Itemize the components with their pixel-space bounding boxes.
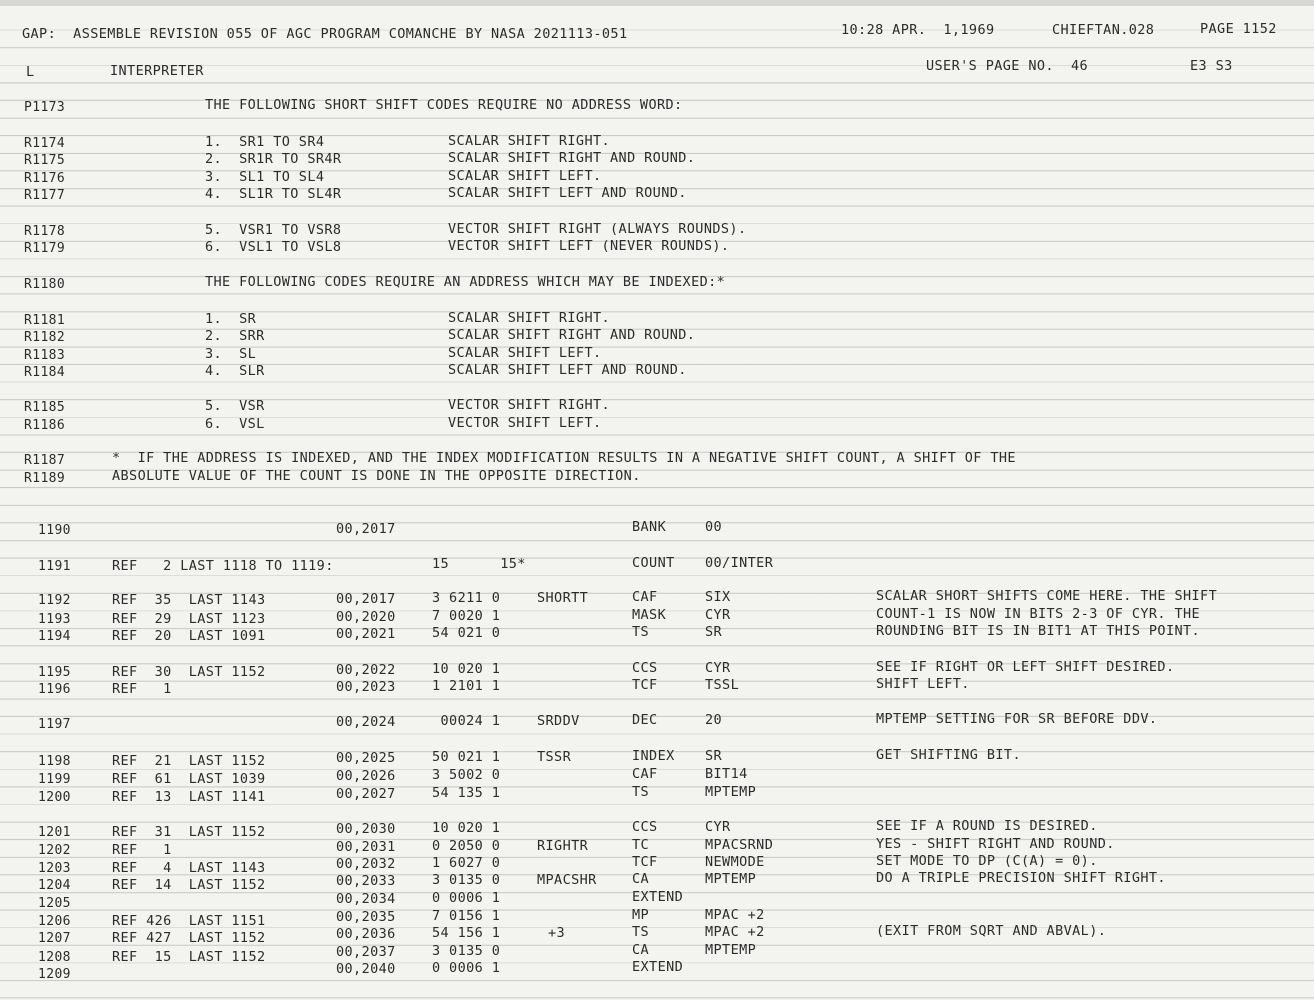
code-opcode: TCF	[632, 677, 658, 693]
code-operand: MPAC +2	[705, 924, 765, 940]
code-operand: 20	[705, 712, 723, 728]
code-comment: SCALAR SHORT SHIFTS COME HERE. THE SHIFT	[876, 588, 1218, 604]
comment-text: VECTOR SHIFT RIGHT (ALWAYS ROUNDS).	[448, 221, 747, 237]
code-address: 00,2034	[336, 891, 396, 907]
comment-text: SCALAR SHIFT RIGHT.	[448, 310, 611, 326]
code-comment: DO A TRIPLE PRECISION SHIFT RIGHT.	[876, 870, 1166, 886]
comment-code-column: 3. SL	[205, 346, 257, 362]
code-reference: REF 21 LAST 1152	[112, 752, 266, 769]
code-address: 00,2033	[336, 873, 396, 889]
code-line-number: 1196	[38, 682, 71, 698]
code-operand: CYR	[705, 819, 731, 835]
code-opcode: EXTEND	[632, 889, 684, 905]
code-opcode: TCF	[632, 854, 658, 870]
code-octal-word: 50 021 1	[432, 749, 501, 765]
code-address: 00,2017	[336, 591, 396, 607]
comment-line-number: R1179	[24, 241, 66, 256]
code-reference: REF 61 LAST 1039	[112, 770, 266, 787]
code-octal-word: 10 020 1	[432, 820, 501, 836]
code-line-number: 1206	[38, 914, 71, 930]
comment-text: VECTOR SHIFT RIGHT.	[448, 397, 611, 413]
comment-line-number: R1185	[24, 400, 66, 415]
code-address: 00,2030	[336, 821, 396, 837]
comment-line-number: R1183	[24, 348, 66, 363]
code-comment: SEE IF A ROUND IS DESIRED.	[876, 818, 1098, 834]
code-address: 00,2023	[336, 679, 396, 695]
code-reference: REF 427 LAST 1152	[112, 930, 266, 947]
comment-text: SCALAR SHIFT RIGHT AND ROUND.	[448, 327, 696, 343]
code-reference: REF 2 LAST 1118 TO 1119:	[112, 558, 334, 575]
code-operand: CYR	[705, 607, 731, 623]
code-octal-word: 3 0135 0	[432, 872, 501, 888]
code-label: SRDDV	[537, 713, 580, 729]
code-address: 00,2032	[336, 856, 396, 872]
code-address: 00,2024	[336, 714, 396, 730]
code-octal-word: 3 6211 0	[432, 590, 501, 606]
code-opcode: CA	[632, 942, 650, 958]
code-address: 00,2021	[336, 626, 396, 642]
comment-code-column: 5. VSR1 TO VSR8	[205, 222, 342, 238]
code-address: 00,2031	[336, 839, 396, 855]
comment-code-column: 1. SR1 TO SR4	[205, 134, 325, 150]
code-address: 00,2036	[336, 926, 396, 942]
code-line-number: 1190	[38, 523, 71, 538]
comment-line-number: R1174	[24, 136, 66, 151]
comment-line-number: R1178	[24, 224, 66, 239]
code-opcode: MP	[632, 907, 650, 923]
comment-text: SCALAR SHIFT LEFT.	[448, 345, 602, 361]
comment-line-number: R1176	[24, 171, 66, 186]
footnote-text: * IF THE ADDRESS IS INDEXED, AND THE INDEX MODIFICATION RESULTS IN A NEGATIVE SHIFT COUNT, A SHIFT OF THE	[112, 450, 1016, 466]
code-address: 00,2035	[336, 909, 396, 925]
code-operand: MPTEMP	[705, 871, 757, 887]
code-comment: COUNT-1 IS NOW IN BITS 2-3 OF CYR. THE	[876, 606, 1201, 622]
code-opcode: TC	[632, 837, 650, 853]
code-label: TSSR	[537, 749, 572, 765]
comment-text: SCALAR SHIFT RIGHT AND ROUND.	[448, 150, 696, 166]
sheet-id: E3 S3	[1190, 58, 1233, 74]
code-reference: REF 1	[112, 842, 172, 859]
code-address: 00,2017	[336, 521, 396, 537]
code-line-number: 1198	[38, 753, 71, 769]
code-octal-word: 3 5002 0	[432, 767, 501, 783]
code-comment: MPTEMP SETTING FOR SR BEFORE DDV.	[876, 711, 1158, 727]
code-address: 00,2025	[336, 750, 396, 766]
code-address: 00,2020	[336, 609, 396, 625]
code-reference: REF 14 LAST 1152	[112, 876, 266, 893]
comment-line-number: R1177	[24, 188, 66, 203]
code-octal-word: 0 0006 1	[432, 890, 501, 906]
header-listing: CHIEFTAN.028	[1052, 22, 1155, 38]
code-octal-word: 10 020 1	[432, 661, 501, 677]
comment-text: VECTOR SHIFT LEFT (NEVER ROUNDS).	[448, 238, 730, 254]
code-operand: SIX	[705, 589, 731, 605]
code-comment: SET MODE TO DP (C(A) = 0).	[876, 853, 1098, 869]
users-page-number: USER'S PAGE NO. 46	[926, 58, 1089, 74]
code-line-number: 1199	[38, 771, 71, 787]
code-octal-word: 00024 1	[432, 713, 501, 729]
code-operand: MPTEMP	[705, 942, 757, 958]
comment-code-column: 2. SR1R TO SR4R	[205, 151, 342, 167]
code-octal-word: 7 0020 1	[432, 608, 501, 624]
code-reference: REF 30 LAST 1152	[112, 664, 266, 680]
code-comment: YES - SHIFT RIGHT AND ROUND.	[876, 836, 1115, 852]
code-octal-word: 0 0006 1	[432, 960, 501, 976]
footnote-line-number: R1189	[24, 471, 66, 486]
code-label: SHORTT	[537, 590, 589, 606]
code-reference: REF 20 LAST 1091	[112, 627, 266, 644]
comment-line-number: R1180	[24, 277, 66, 292]
code-address: 00,2022	[336, 662, 396, 678]
comment-text: THE FOLLOWING CODES REQUIRE AN ADDRESS WHICH MAY BE INDEXED:*	[205, 274, 726, 290]
code-octal-word: 0 2050 0	[432, 838, 501, 854]
code-octal-word: 54 135 1	[432, 785, 501, 801]
code-reference: REF 15 LAST 1152	[112, 948, 266, 965]
code-octal-word: 1 2101 1	[432, 678, 501, 694]
code-line-number: 1195	[38, 665, 71, 680]
comment-text: VECTOR SHIFT LEFT.	[448, 415, 602, 431]
code-operand: MPACSRND	[705, 837, 774, 853]
code-octal-word: 3 0135 0	[432, 943, 501, 959]
code-label: MPACSHR	[537, 872, 597, 888]
comment-line-number: R1182	[24, 330, 66, 345]
code-operand: NEWMODE	[705, 854, 765, 870]
code-comment: (EXIT FROM SQRT AND ABVAL).	[876, 923, 1107, 939]
code-comment: GET SHIFTING BIT.	[876, 747, 1021, 763]
code-line-number: 1203	[38, 860, 71, 876]
code-opcode: CAF	[632, 589, 658, 605]
code-reference: REF 29 LAST 1123	[112, 610, 266, 627]
code-opcode: INDEX	[632, 748, 675, 764]
code-reference: REF 426 LAST 1151	[112, 913, 266, 930]
code-line-number: 1193	[38, 611, 71, 627]
comment-code-column: 4. SL1R TO SL4R	[205, 186, 342, 202]
comment-text: SCALAR SHIFT RIGHT.	[448, 133, 611, 149]
code-operand: CYR	[705, 660, 731, 676]
code-opcode: CCS	[632, 819, 658, 835]
code-label: +3	[548, 925, 566, 941]
page-top-edge	[0, 0, 1314, 6]
comment-line-number: R1186	[24, 418, 66, 433]
comment-code-column: 2. SRR	[205, 328, 265, 344]
header-timestamp: 10:28 APR. 1,1969	[841, 22, 995, 38]
comment-text: SCALAR SHIFT LEFT AND ROUND.	[448, 185, 687, 201]
code-line-number: 1197	[38, 717, 71, 733]
code-operand: 00/INTER	[705, 555, 774, 571]
footnote-line-number: R1187	[24, 453, 66, 468]
code-opcode: EXTEND	[632, 959, 684, 975]
code-address: 00,2027	[336, 786, 396, 802]
comment-text: THE FOLLOWING SHORT SHIFT CODES REQUIRE NO ADDRESS WORD:	[205, 97, 683, 113]
code-line-number: 1205	[38, 896, 71, 911]
code-operand: SR	[705, 748, 723, 764]
code-reference: REF 1	[112, 681, 172, 698]
code-octal-word: 1 6027 0	[432, 855, 501, 871]
code-line-number: 1191	[38, 559, 71, 575]
code-line-number: 1201	[38, 825, 71, 841]
comment-code-column: 1. SR	[205, 311, 257, 327]
comment-code-column: 6. VSL	[205, 416, 265, 432]
header-page-number: PAGE 1152	[1200, 21, 1277, 37]
comment-line-number: P1173	[24, 100, 66, 115]
code-address: 00,2037	[336, 944, 396, 960]
comment-line-number: R1175	[24, 153, 66, 168]
header-title: GAP: ASSEMBLE REVISION 055 OF AGC PROGRAM COMANCHE BY NASA 2021113-051	[22, 26, 628, 42]
comment-code-column: 4. SLR	[205, 363, 265, 379]
code-reference: REF 4 LAST 1143	[112, 859, 266, 876]
code-label: RIGHTR	[537, 838, 589, 854]
code-address: 00,2026	[336, 768, 396, 784]
code-opcode: MASK	[632, 607, 667, 623]
code-opcode: BANK	[632, 519, 667, 535]
code-line-number: 1200	[38, 790, 71, 805]
code-line-number: 1194	[38, 628, 71, 644]
code-octal-word: 7 0156 1	[432, 908, 501, 924]
code-operand: BIT14	[705, 766, 748, 782]
comment-line-number: R1184	[24, 365, 66, 380]
code-line-number: 1204	[38, 877, 71, 893]
comment-code-column: 6. VSL1 TO VSL8	[205, 239, 342, 255]
section-code: L	[26, 64, 35, 80]
code-operand: MPAC +2	[705, 907, 765, 923]
code-operand: SR	[705, 624, 723, 640]
code-opcode: TS	[632, 924, 650, 940]
code-reference: REF 13 LAST 1141	[112, 789, 266, 805]
code-reference: REF 35 LAST 1143	[112, 592, 266, 609]
code-line-number: 1209	[38, 966, 71, 982]
code-operand: 00	[705, 519, 723, 535]
code-octal-word: 15 15*	[432, 556, 526, 572]
code-line-number: 1192	[38, 593, 71, 609]
comment-code-column: 3. SL1 TO SL4	[205, 169, 325, 185]
comment-code-column: 5. VSR	[205, 398, 265, 414]
code-line-number: 1207	[38, 931, 71, 947]
code-octal-word: 54 021 0	[432, 625, 501, 641]
code-operand: TSSL	[705, 677, 740, 693]
code-opcode: CA	[632, 871, 650, 887]
code-opcode: TS	[632, 624, 650, 640]
code-reference: REF 31 LAST 1152	[112, 824, 266, 841]
code-operand: MPTEMP	[705, 784, 757, 800]
code-comment: ROUNDING BIT IS IN BIT1 AT THIS POINT.	[876, 623, 1201, 639]
code-line-number: 1202	[38, 843, 71, 859]
comment-text: SCALAR SHIFT LEFT.	[448, 168, 602, 184]
section-name: INTERPRETER	[110, 63, 204, 79]
code-comment: SHIFT LEFT.	[876, 676, 970, 692]
comment-line-number: R1181	[24, 313, 66, 328]
comment-text: SCALAR SHIFT LEFT AND ROUND.	[448, 362, 687, 378]
footnote-text: ABSOLUTE VALUE OF THE COUNT IS DONE IN THE OPPOSITE DIRECTION.	[112, 468, 641, 484]
code-opcode: DEC	[632, 712, 658, 728]
code-octal-word: 54 156 1	[432, 925, 501, 941]
code-line-number: 1208	[38, 949, 71, 965]
code-opcode: TS	[632, 784, 650, 800]
code-address: 00,2040	[336, 961, 396, 977]
code-opcode: COUNT	[632, 555, 675, 571]
code-opcode: CAF	[632, 766, 658, 782]
code-opcode: CCS	[632, 660, 658, 676]
code-comment: SEE IF RIGHT OR LEFT SHIFT DESIRED.	[876, 659, 1175, 675]
